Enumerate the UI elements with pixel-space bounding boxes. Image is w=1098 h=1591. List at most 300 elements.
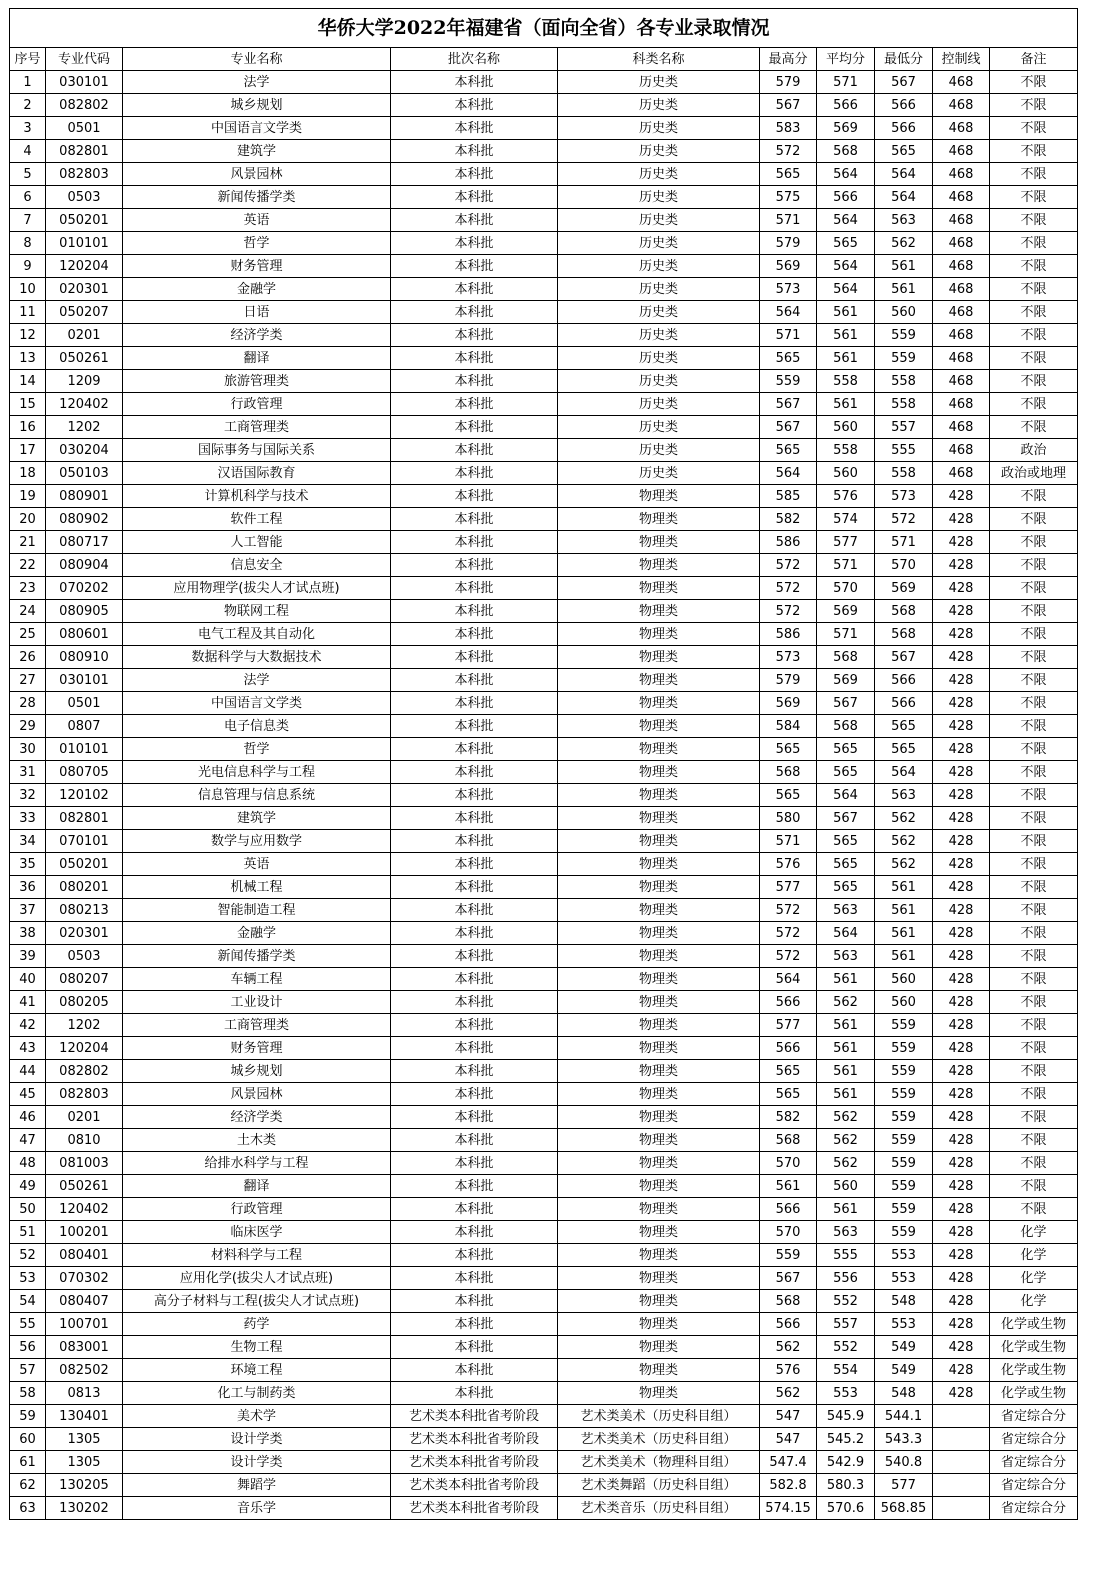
cell-major: 化工与制药类	[123, 1382, 391, 1405]
cell-max: 576	[760, 1359, 817, 1382]
cell-control: 428	[933, 761, 990, 784]
table-row	[10, 94, 1078, 117]
table-row	[10, 577, 1078, 600]
cell-control: 468	[933, 117, 990, 140]
cell-min: 561	[875, 278, 933, 301]
cell-batch: 本科批	[391, 301, 558, 324]
cell-control: 428	[933, 945, 990, 968]
cell-index: 11	[10, 301, 46, 324]
cell-batch: 本科批	[391, 416, 558, 439]
table-row	[10, 1428, 1078, 1451]
cell-batch: 本科批	[391, 140, 558, 163]
cell-index: 9	[10, 255, 46, 278]
cell-major: 舞蹈学	[123, 1474, 391, 1497]
cell-category: 历史类	[558, 301, 760, 324]
cell-control	[933, 1474, 990, 1497]
cell-max: 572	[760, 600, 817, 623]
cell-code: 082802	[46, 94, 123, 117]
cell-major: 建筑学	[123, 807, 391, 830]
cell-control: 468	[933, 71, 990, 94]
cell-avg: 545.2	[817, 1428, 875, 1451]
cell-control	[933, 1497, 990, 1520]
cell-code: 0810	[46, 1129, 123, 1152]
cell-category: 物理类	[558, 715, 760, 738]
cell-category: 物理类	[558, 922, 760, 945]
cell-min: 572	[875, 508, 933, 531]
cell-avg: 574	[817, 508, 875, 531]
cell-min: 565	[875, 140, 933, 163]
cell-batch: 本科批	[391, 485, 558, 508]
cell-batch: 艺术类本科批省考阶段	[391, 1451, 558, 1474]
cell-index: 21	[10, 531, 46, 554]
cell-max: 572	[760, 140, 817, 163]
cell-note: 不限	[990, 853, 1078, 876]
cell-batch: 本科批	[391, 370, 558, 393]
cell-category: 物理类	[558, 1382, 760, 1405]
cell-batch: 本科批	[391, 600, 558, 623]
cell-batch: 本科批	[391, 807, 558, 830]
cell-code: 080901	[46, 485, 123, 508]
cell-avg: 561	[817, 968, 875, 991]
cell-code: 010101	[46, 738, 123, 761]
cell-note: 不限	[990, 1014, 1078, 1037]
cell-code: 030101	[46, 669, 123, 692]
cell-note: 不限	[990, 784, 1078, 807]
cell-code: 080910	[46, 646, 123, 669]
cell-max: 569	[760, 255, 817, 278]
cell-max: 573	[760, 278, 817, 301]
cell-max: 566	[760, 1198, 817, 1221]
cell-max: 567	[760, 416, 817, 439]
cell-batch: 本科批	[391, 94, 558, 117]
cell-major: 药学	[123, 1313, 391, 1336]
cell-control: 428	[933, 1267, 990, 1290]
cell-batch: 本科批	[391, 715, 558, 738]
cell-control: 468	[933, 232, 990, 255]
cell-index: 27	[10, 669, 46, 692]
cell-max: 567	[760, 393, 817, 416]
cell-code: 080904	[46, 554, 123, 577]
cell-avg: 565	[817, 853, 875, 876]
cell-max: 572	[760, 945, 817, 968]
cell-category: 物理类	[558, 1336, 760, 1359]
cell-max: 572	[760, 577, 817, 600]
cell-category: 艺术类美术（历史科目组）	[558, 1405, 760, 1428]
cell-min: 568	[875, 600, 933, 623]
cell-code: 080407	[46, 1290, 123, 1313]
cell-note: 省定综合分	[990, 1451, 1078, 1474]
table-row	[10, 968, 1078, 991]
cell-control: 428	[933, 830, 990, 853]
cell-major: 哲学	[123, 738, 391, 761]
cell-avg: 564	[817, 255, 875, 278]
cell-index: 62	[10, 1474, 46, 1497]
cell-code: 080902	[46, 508, 123, 531]
cell-note: 不限	[990, 1175, 1078, 1198]
cell-note: 不限	[990, 301, 1078, 324]
cell-index: 16	[10, 416, 46, 439]
cell-category: 历史类	[558, 71, 760, 94]
cell-category: 物理类	[558, 784, 760, 807]
cell-category: 历史类	[558, 140, 760, 163]
cell-code: 120402	[46, 393, 123, 416]
cell-max: 567	[760, 1267, 817, 1290]
cell-batch: 本科批	[391, 1244, 558, 1267]
cell-index: 31	[10, 761, 46, 784]
cell-note: 不限	[990, 876, 1078, 899]
cell-note: 不限	[990, 669, 1078, 692]
cell-max: 569	[760, 692, 817, 715]
cell-max: 577	[760, 876, 817, 899]
cell-min: 569	[875, 577, 933, 600]
cell-major: 生物工程	[123, 1336, 391, 1359]
cell-control: 428	[933, 715, 990, 738]
cell-major: 工商管理类	[123, 1014, 391, 1037]
cell-control: 468	[933, 301, 990, 324]
cell-min: 553	[875, 1244, 933, 1267]
cell-batch: 本科批	[391, 209, 558, 232]
cell-index: 45	[10, 1083, 46, 1106]
table-row	[10, 830, 1078, 853]
cell-max: 565	[760, 784, 817, 807]
cell-code: 0501	[46, 692, 123, 715]
cell-index: 51	[10, 1221, 46, 1244]
cell-avg: 564	[817, 922, 875, 945]
cell-avg: 566	[817, 94, 875, 117]
cell-category: 物理类	[558, 1221, 760, 1244]
cell-index: 38	[10, 922, 46, 945]
cell-max: 559	[760, 1244, 817, 1267]
cell-control: 468	[933, 94, 990, 117]
cell-index: 14	[10, 370, 46, 393]
cell-note: 不限	[990, 899, 1078, 922]
table-row	[10, 278, 1078, 301]
cell-min: 562	[875, 853, 933, 876]
cell-avg: 566	[817, 186, 875, 209]
cell-control: 468	[933, 462, 990, 485]
cell-avg: 555	[817, 1244, 875, 1267]
table-row	[10, 899, 1078, 922]
cell-code: 120204	[46, 1037, 123, 1060]
cell-batch: 本科批	[391, 186, 558, 209]
cell-avg: 560	[817, 416, 875, 439]
cell-max: 582	[760, 508, 817, 531]
cell-min: 561	[875, 945, 933, 968]
cell-avg: 564	[817, 784, 875, 807]
cell-major: 日语	[123, 301, 391, 324]
cell-code: 130202	[46, 1497, 123, 1520]
cell-index: 59	[10, 1405, 46, 1428]
cell-note: 不限	[990, 485, 1078, 508]
cell-code: 1202	[46, 1014, 123, 1037]
cell-avg: 561	[817, 1198, 875, 1221]
cell-category: 物理类	[558, 692, 760, 715]
cell-avg: 557	[817, 1313, 875, 1336]
table-row	[10, 531, 1078, 554]
cell-note: 不限	[990, 117, 1078, 140]
cell-batch: 本科批	[391, 1060, 558, 1083]
cell-code: 0813	[46, 1382, 123, 1405]
table-row	[10, 1129, 1078, 1152]
cell-avg: 565	[817, 232, 875, 255]
column-header-min: 最低分	[875, 48, 933, 71]
cell-index: 36	[10, 876, 46, 899]
cell-code: 082801	[46, 807, 123, 830]
column-header-note: 备注	[990, 48, 1078, 71]
cell-code: 1209	[46, 370, 123, 393]
cell-code: 050261	[46, 347, 123, 370]
cell-note: 不限	[990, 761, 1078, 784]
cell-code: 082802	[46, 1060, 123, 1083]
table-row	[10, 255, 1078, 278]
table-row	[10, 922, 1078, 945]
cell-major: 城乡规划	[123, 1060, 391, 1083]
cell-index: 17	[10, 439, 46, 462]
table-row	[10, 1497, 1078, 1520]
cell-major: 英语	[123, 853, 391, 876]
cell-control: 428	[933, 1359, 990, 1382]
cell-index: 47	[10, 1129, 46, 1152]
column-header-avg: 平均分	[817, 48, 875, 71]
cell-min: 559	[875, 1175, 933, 1198]
cell-index: 43	[10, 1037, 46, 1060]
table-row	[10, 117, 1078, 140]
cell-index: 48	[10, 1152, 46, 1175]
cell-control: 428	[933, 738, 990, 761]
cell-control: 428	[933, 692, 990, 715]
cell-min: 566	[875, 669, 933, 692]
cell-category: 物理类	[558, 554, 760, 577]
cell-batch: 本科批	[391, 968, 558, 991]
cell-control: 428	[933, 1037, 990, 1060]
table-row	[10, 140, 1078, 163]
cell-control: 468	[933, 393, 990, 416]
cell-major: 软件工程	[123, 508, 391, 531]
cell-control: 428	[933, 600, 990, 623]
table-row	[10, 347, 1078, 370]
table-row	[10, 393, 1078, 416]
cell-code: 070101	[46, 830, 123, 853]
cell-min: 564	[875, 186, 933, 209]
cell-avg: 562	[817, 1152, 875, 1175]
cell-category: 物理类	[558, 1198, 760, 1221]
table-row	[10, 1382, 1078, 1405]
cell-min: 559	[875, 347, 933, 370]
cell-index: 46	[10, 1106, 46, 1129]
cell-major: 中国语言文学类	[123, 692, 391, 715]
cell-major: 美术学	[123, 1405, 391, 1428]
cell-avg: 563	[817, 899, 875, 922]
cell-max: 564	[760, 462, 817, 485]
cell-code: 080717	[46, 531, 123, 554]
cell-avg: 567	[817, 692, 875, 715]
cell-batch: 本科批	[391, 1175, 558, 1198]
cell-note: 不限	[990, 807, 1078, 830]
cell-category: 历史类	[558, 117, 760, 140]
table-row	[10, 462, 1078, 485]
cell-code: 080201	[46, 876, 123, 899]
table-row	[10, 1014, 1078, 1037]
cell-max: 583	[760, 117, 817, 140]
cell-note: 不限	[990, 968, 1078, 991]
cell-major: 翻译	[123, 347, 391, 370]
cell-control: 428	[933, 508, 990, 531]
cell-index: 33	[10, 807, 46, 830]
cell-batch: 本科批	[391, 830, 558, 853]
cell-batch: 本科批	[391, 922, 558, 945]
cell-avg: 565	[817, 761, 875, 784]
table-row	[10, 186, 1078, 209]
cell-category: 历史类	[558, 347, 760, 370]
cell-note: 不限	[990, 554, 1078, 577]
cell-control: 468	[933, 278, 990, 301]
cell-code: 0501	[46, 117, 123, 140]
cell-control: 428	[933, 485, 990, 508]
cell-max: 547.4	[760, 1451, 817, 1474]
cell-batch: 本科批	[391, 991, 558, 1014]
cell-major: 物联网工程	[123, 600, 391, 623]
table-row	[10, 232, 1078, 255]
cell-avg: 565	[817, 876, 875, 899]
cell-control: 468	[933, 347, 990, 370]
cell-note: 省定综合分	[990, 1428, 1078, 1451]
cell-code: 050207	[46, 301, 123, 324]
cell-major: 财务管理	[123, 255, 391, 278]
cell-batch: 本科批	[391, 1198, 558, 1221]
cell-category: 物理类	[558, 1244, 760, 1267]
cell-major: 工商管理类	[123, 416, 391, 439]
cell-note: 化学或生物	[990, 1313, 1078, 1336]
cell-note: 不限	[990, 738, 1078, 761]
cell-major: 电子信息类	[123, 715, 391, 738]
cell-min: 557	[875, 416, 933, 439]
cell-max: 571	[760, 830, 817, 853]
cell-avg: 569	[817, 117, 875, 140]
cell-category: 物理类	[558, 1152, 760, 1175]
cell-major: 法学	[123, 71, 391, 94]
cell-min: 559	[875, 1221, 933, 1244]
cell-min: 566	[875, 692, 933, 715]
cell-min: 559	[875, 1014, 933, 1037]
column-header-major: 专业名称	[123, 48, 391, 71]
cell-max: 579	[760, 71, 817, 94]
cell-min: 559	[875, 1152, 933, 1175]
table-row	[10, 508, 1078, 531]
cell-index: 8	[10, 232, 46, 255]
cell-avg: 561	[817, 324, 875, 347]
cell-min: 559	[875, 324, 933, 347]
cell-note: 不限	[990, 945, 1078, 968]
cell-batch: 本科批	[391, 945, 558, 968]
cell-note: 不限	[990, 163, 1078, 186]
cell-code: 130401	[46, 1405, 123, 1428]
cell-batch: 本科批	[391, 1129, 558, 1152]
cell-major: 风景园林	[123, 1083, 391, 1106]
cell-note: 不限	[990, 830, 1078, 853]
column-header-max: 最高分	[760, 48, 817, 71]
cell-major: 行政管理	[123, 1198, 391, 1221]
cell-category: 艺术类美术（历史科目组）	[558, 1428, 760, 1451]
cell-code: 082803	[46, 1083, 123, 1106]
cell-max: 564	[760, 968, 817, 991]
cell-index: 23	[10, 577, 46, 600]
admission-sheet	[9, 8, 1077, 1520]
cell-category: 物理类	[558, 1037, 760, 1060]
cell-max: 564	[760, 301, 817, 324]
cell-index: 60	[10, 1428, 46, 1451]
column-header-batch: 批次名称	[391, 48, 558, 71]
table-row	[10, 485, 1078, 508]
cell-note: 不限	[990, 232, 1078, 255]
table-row	[10, 600, 1078, 623]
cell-major: 建筑学	[123, 140, 391, 163]
cell-control: 468	[933, 324, 990, 347]
cell-batch: 本科批	[391, 347, 558, 370]
cell-control: 428	[933, 853, 990, 876]
cell-min: 562	[875, 830, 933, 853]
cell-avg: 560	[817, 1175, 875, 1198]
cell-min: 558	[875, 370, 933, 393]
cell-control: 428	[933, 876, 990, 899]
table-row	[10, 1198, 1078, 1221]
cell-code: 120102	[46, 784, 123, 807]
cell-category: 物理类	[558, 1083, 760, 1106]
cell-min: 568	[875, 623, 933, 646]
cell-index: 18	[10, 462, 46, 485]
cell-avg: 570.6	[817, 1497, 875, 1520]
cell-note: 不限	[990, 1037, 1078, 1060]
cell-control: 468	[933, 209, 990, 232]
cell-code: 050201	[46, 209, 123, 232]
table-row	[10, 853, 1078, 876]
cell-avg: 570	[817, 577, 875, 600]
cell-category: 历史类	[558, 278, 760, 301]
cell-max: 579	[760, 669, 817, 692]
table-row	[10, 1451, 1078, 1474]
cell-index: 6	[10, 186, 46, 209]
cell-note: 不限	[990, 186, 1078, 209]
cell-batch: 本科批	[391, 1290, 558, 1313]
cell-min: 553	[875, 1267, 933, 1290]
table-row	[10, 1405, 1078, 1428]
cell-note: 不限	[990, 416, 1078, 439]
column-header-category: 科类名称	[558, 48, 760, 71]
cell-avg: 561	[817, 1037, 875, 1060]
cell-category: 物理类	[558, 508, 760, 531]
table-row	[10, 715, 1078, 738]
cell-avg: 568	[817, 646, 875, 669]
cell-control: 428	[933, 1014, 990, 1037]
cell-code: 082803	[46, 163, 123, 186]
cell-min: 563	[875, 209, 933, 232]
cell-avg: 567	[817, 807, 875, 830]
cell-batch: 本科批	[391, 1267, 558, 1290]
cell-index: 1	[10, 71, 46, 94]
cell-control: 468	[933, 163, 990, 186]
cell-note: 不限	[990, 922, 1078, 945]
cell-note: 不限	[990, 577, 1078, 600]
cell-max: 572	[760, 899, 817, 922]
cell-note: 不限	[990, 1152, 1078, 1175]
cell-control: 468	[933, 439, 990, 462]
cell-index: 54	[10, 1290, 46, 1313]
cell-major: 经济学类	[123, 1106, 391, 1129]
cell-index: 39	[10, 945, 46, 968]
cell-avg: 564	[817, 209, 875, 232]
cell-max: 585	[760, 485, 817, 508]
cell-code: 080205	[46, 991, 123, 1014]
cell-note: 不限	[990, 94, 1078, 117]
